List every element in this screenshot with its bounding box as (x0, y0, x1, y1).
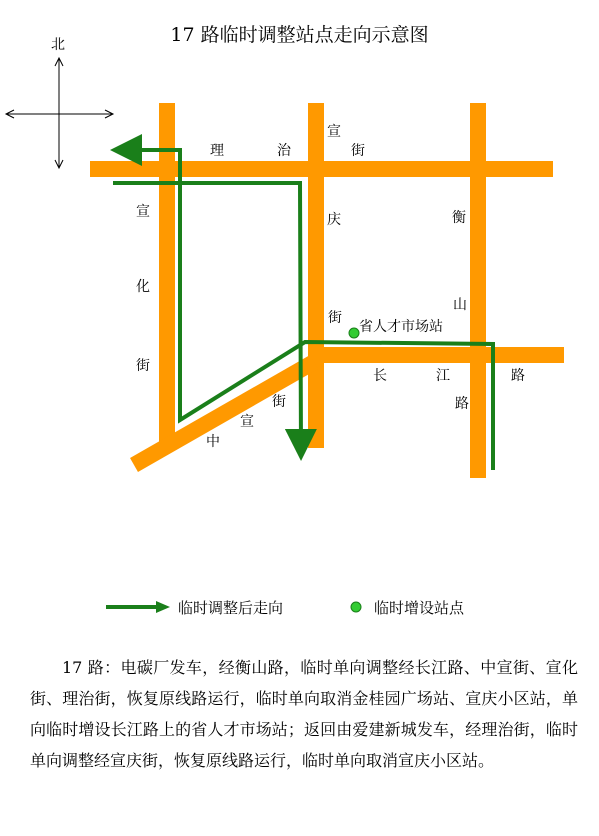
label-changjiang-jiang: 江 (436, 368, 450, 384)
station-label: 省人才市场站 (359, 319, 443, 335)
label-xuanhua-xuan: 宣 (136, 204, 150, 220)
legend-route (104, 592, 283, 622)
label-li: 理 (210, 143, 224, 159)
label-xuanqing-qing: 庆 (327, 212, 341, 228)
legend-route-arrow-icon (104, 599, 172, 615)
label-zhongxuan-xuan: 宣 (240, 414, 254, 430)
label-hengshan-shan: 山 (453, 297, 467, 313)
label-changjiang-chang: 长 (373, 368, 387, 384)
legend-station-dot-icon (348, 599, 364, 615)
compass-north-label: 北 (51, 37, 65, 53)
label-zhongxuan-jie: 街 (272, 394, 286, 410)
label-hengshan-heng: 衡 (452, 210, 466, 226)
label-xuanqing-xuan: 宣 (327, 124, 341, 140)
label-zhi: 治 (277, 143, 291, 159)
label-zhongxuan-zhong: 中 (206, 434, 220, 450)
compass (6, 37, 113, 168)
legend-route-label: 临时调整后走向 (178, 598, 284, 617)
legend (104, 592, 524, 622)
label-xuanqing-jie2: 街 (328, 310, 342, 326)
label-xuanqing-jie1: 街 (351, 143, 365, 159)
label-hengshan-lu: 路 (455, 396, 469, 412)
label-xuanhua-jie: 街 (136, 358, 150, 374)
label-xuanhua-hua: 化 (136, 279, 150, 295)
label-changjiang-lu: 路 (511, 368, 525, 384)
route-description: 17 路：电碳厂发车，经衡山路，临时单向调整经长江路、中宣街、宣化街、理治街，恢复原线路运行，临时单向取消金桂园广场站、宣庆小区站，单向临时增设长江路上的省人才市场站；返回由爱建新城发车，经理治街，临时单向调整经宣庆街，恢复原线路运行，临时单向取消宣庆小区站。 (30, 658, 578, 770)
legend-station (348, 592, 464, 622)
station-dot (349, 328, 359, 338)
diagram-title: 17 路临时调整站点走向示意图 (170, 24, 429, 46)
legend-station-label: 临时增设站点 (374, 598, 465, 617)
route-return (113, 183, 301, 453)
